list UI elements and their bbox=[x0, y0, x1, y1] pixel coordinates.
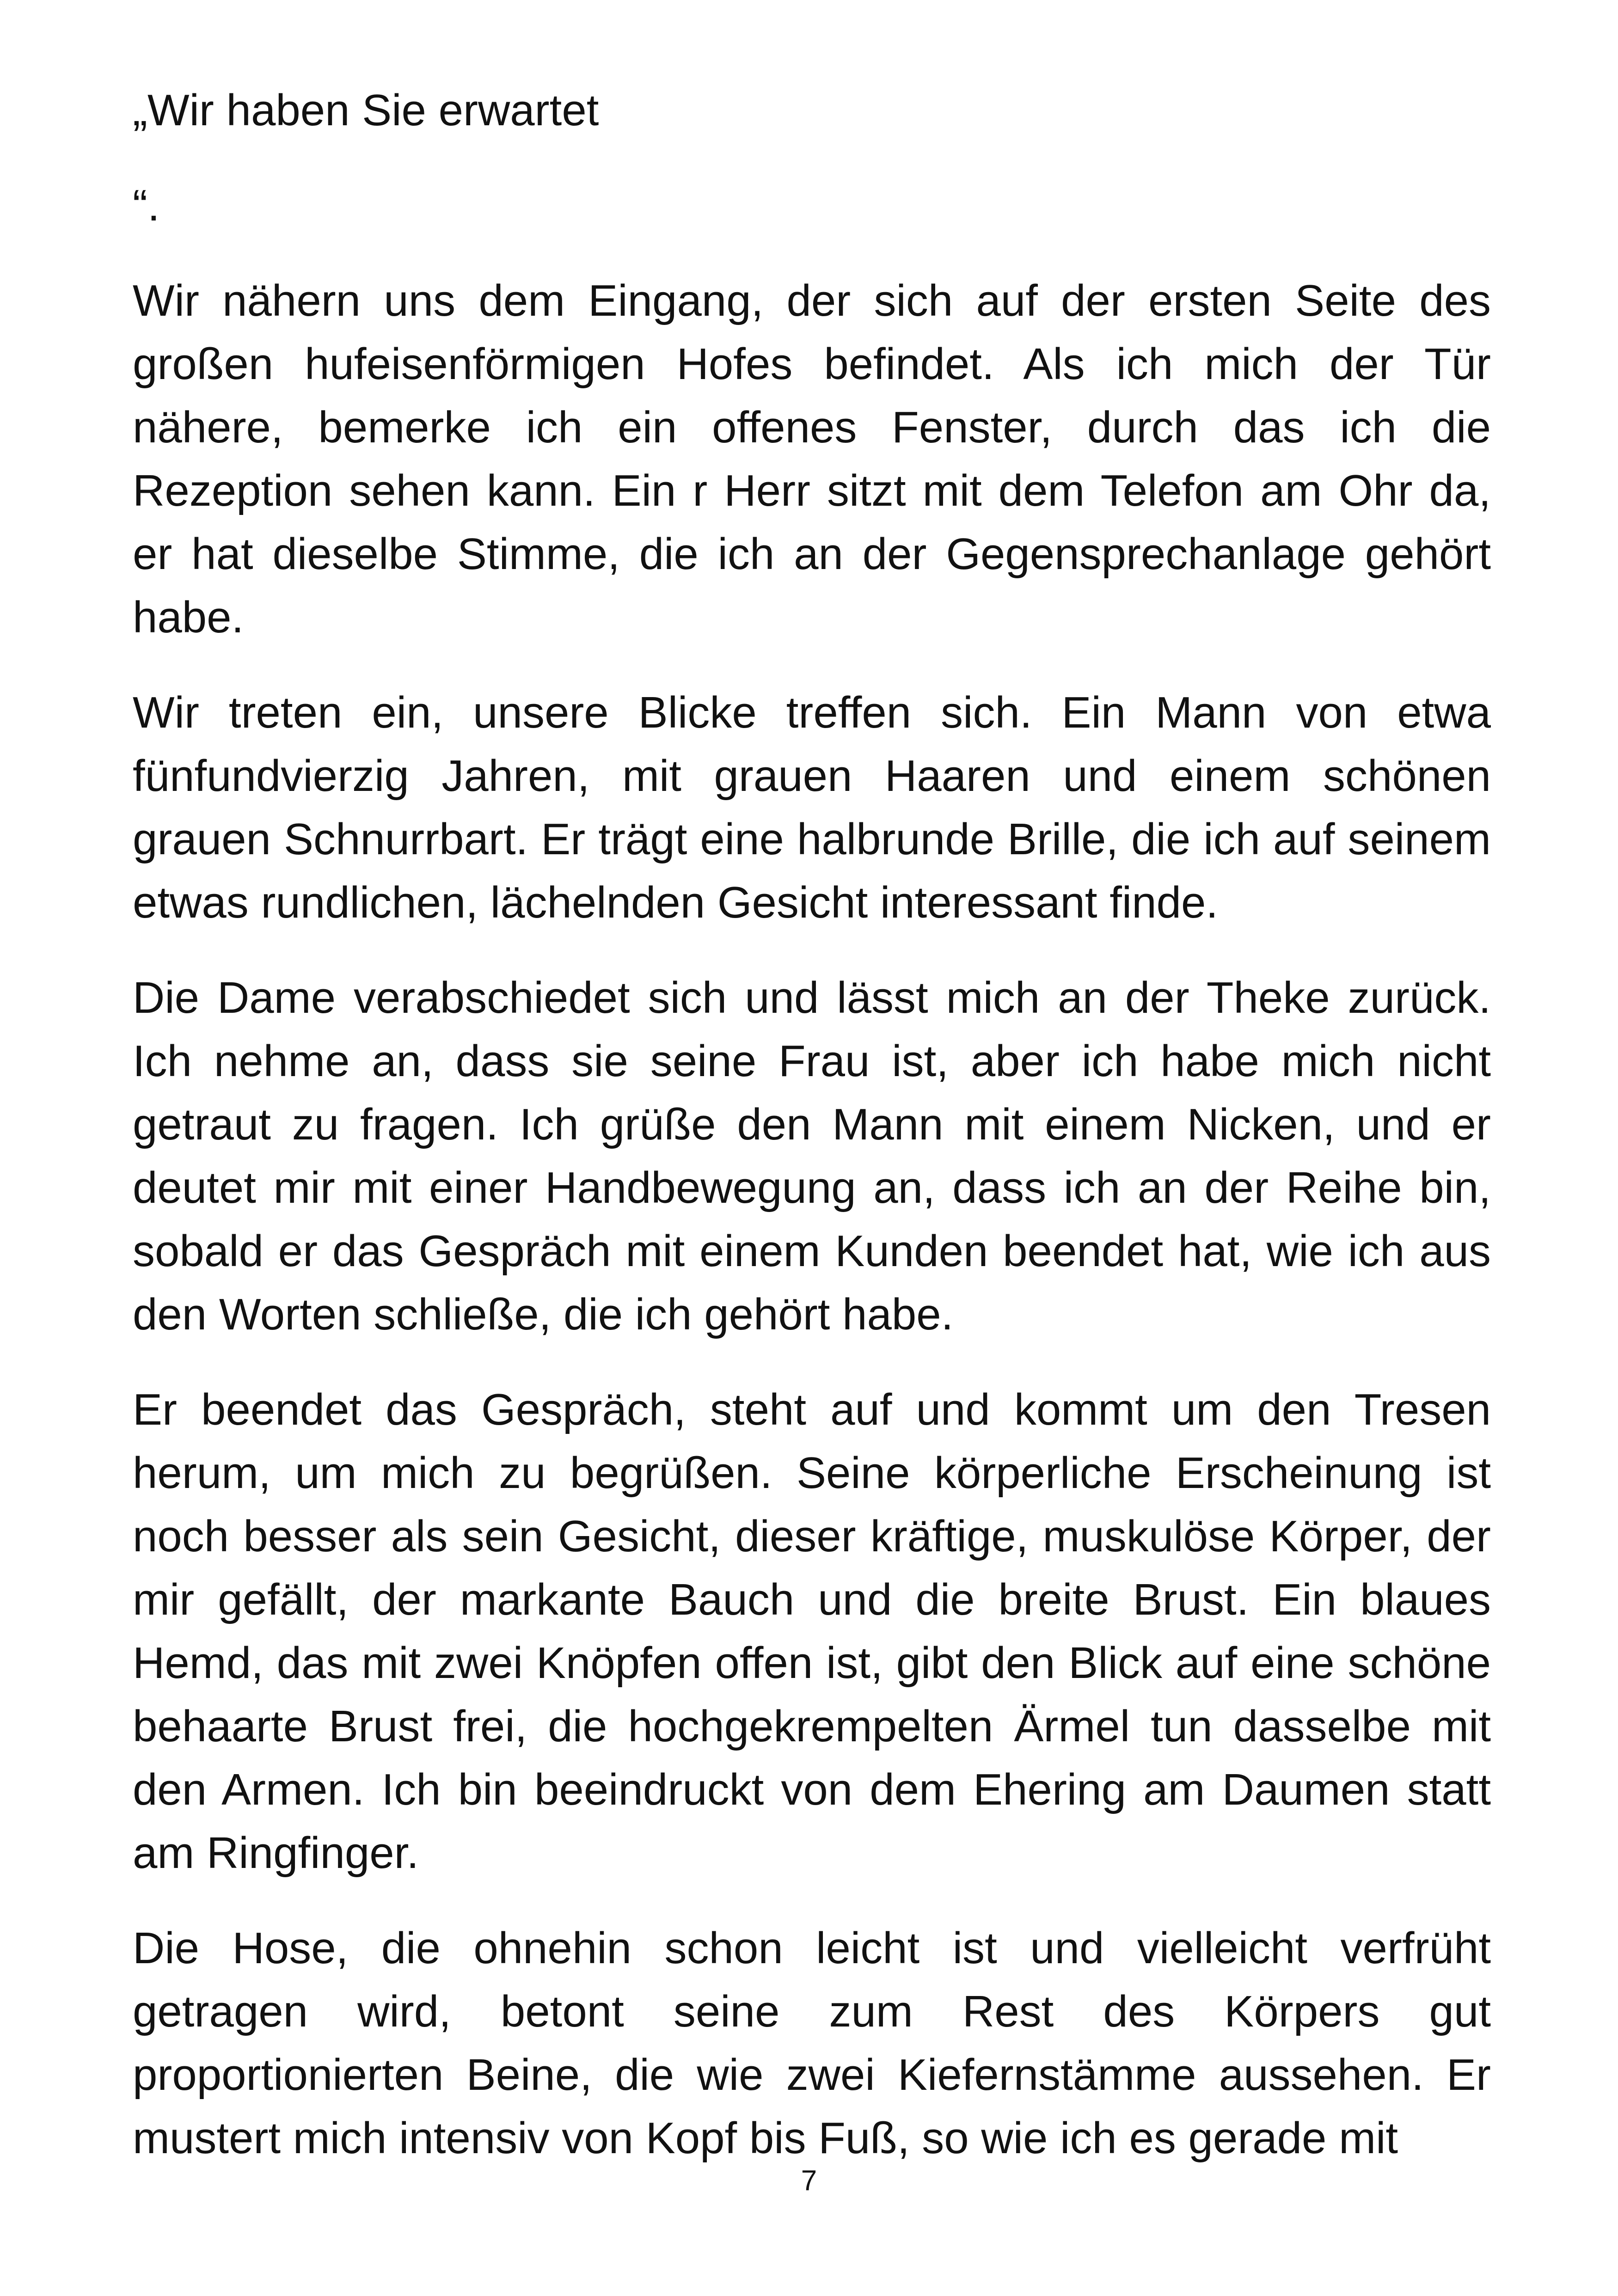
paragraph-man-description: Wir treten ein, unsere Blicke treffen sich. Ein Mann von etwa fünfundvierzig Jahren, mit grauen Haaren und einem schönen grauen Schnurrbart. Er trägt eine halbrunde Brille, die ich auf seinem etwas rundlichen, lächelnden Gesicht interessant finde. bbox=[133, 688, 1491, 927]
page-body bbox=[133, 79, 1491, 2170]
paragraph-lady-leaves: Die Dame verabschiedet sich und lässt mich an der Theke zurück. Ich nehme an, dass sie seine Frau ist, aber ich habe mich nicht getraut zu fragen. Ich grüße den Mann mit einem Nicken, und er deutet mir mit einer Handbewegung an, dass ich an der Reihe bin, sobald er das Gespräch mit einem Kunden beendet hat, wie ich aus den Worten schließe, die ich gehört habe. bbox=[133, 973, 1491, 1339]
paragraph-entrance: Wir nähern uns dem Eingang, der sich auf der ersten Seite des großen hufeisenförmigen Hofes befindet. Als ich mich der Tür nähere, bemerke ich ein offenes Fenster, durch das ich die Rezeption sehen kann. Ein r Herr sitzt mit dem Telefon am Ohr da, er hat dieselbe Stimme, die ich an der Gegensprechanlage gehört habe. bbox=[133, 276, 1491, 642]
paragraph-trousers: Die Hose, die ohnehin schon leicht ist und vielleicht verfrüht getragen wird, betont seine zum Rest des Körpers gut proportionierten Beine, die wie zwei Kiefernstämme aussehen. Er mustert mich intensiv von Kopf bis Fuß, so wie ich es gerade mit bbox=[133, 1923, 1491, 2163]
paragraph-greeting: Er beendet das Gespräch, steht auf und kommt um den Tresen herum, um mich zu begrüßen. Seine körperliche Erscheinung ist noch besser als sein Gesicht, dieser kräftige, muskulöse Körper, der mir gefällt, der markante Bauch und die breite Brust. Ein blaues Hemd, das mit zwei Knöpfen offen ist, gibt den Blick auf eine schöne behaarte Brust frei, die hochgekrempelten Ärmel tun dasselbe mit den Armen. Ich bin beeindruckt von dem Ehering am Daumen statt am Ringfinger. bbox=[133, 1385, 1491, 1878]
paragraph-quote-open: „Wir haben Sie erwartet bbox=[133, 86, 599, 135]
page-number: 7 bbox=[801, 2165, 817, 2197]
paragraph-quote-close: “. bbox=[133, 181, 160, 230]
